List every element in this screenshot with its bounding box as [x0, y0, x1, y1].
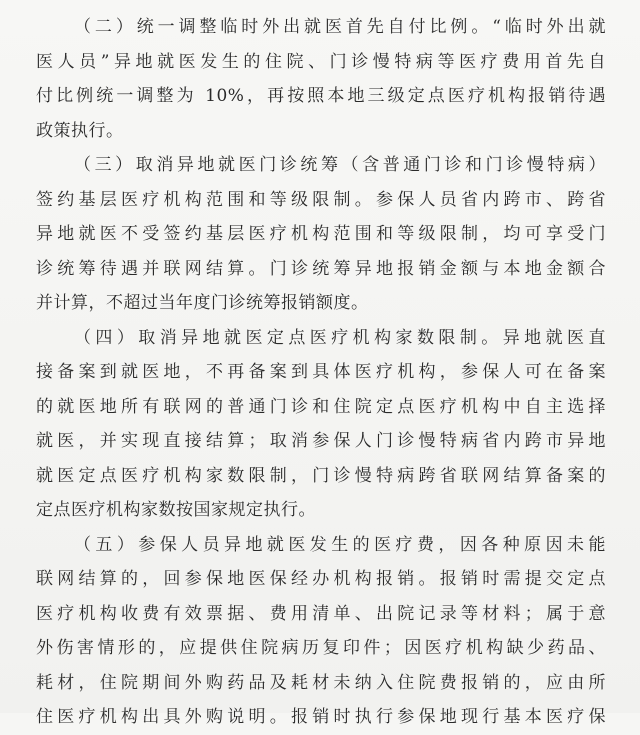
text-line: （五）参保人员异地就医发生的医疗费，因各种原因未能	[74, 534, 606, 555]
text-line: 异地就医不受签约基层医疗机构范围和等级限制，均可享受门	[36, 224, 606, 244]
text-line: 联网结算的，回参保地医保经办机构报销。报销时需提交定点	[36, 569, 606, 589]
text-line: 就医定点医疗机构家数限制，门诊慢特病跨省联网结算备案的	[36, 465, 606, 486]
text-line: （三）取消异地就医门诊统筹（含普通门诊和门诊慢特病）	[74, 155, 606, 175]
text-line: 并计算，不超过当年度门诊统筹报销额度。	[36, 293, 369, 313]
text-line: 的就医地所有联网的普通门诊和住院定点医疗机构中自主选择	[36, 396, 606, 417]
text-line: 定点医疗机构家数按国家规定执行。	[36, 500, 316, 520]
text-line: （四）取消异地就医定点医疗机构家数限制。异地就医直	[74, 327, 606, 348]
text-line: 住医疗机构出具外购说明。报销时执行参保地现行基本医疗保	[36, 707, 606, 727]
text-line: 政策执行。	[36, 120, 124, 141]
text-line: 就医，并实现直接结算；取消参保人门诊慢特病省内跨市异地	[36, 431, 606, 451]
text-line: 医疗机构收费有效票据、费用清单、出院记录等材料；属于意	[36, 603, 606, 624]
text-line: 诊统筹待遇并联网结算。门诊统筹异地报销金额与本地金额合	[36, 258, 606, 279]
text-line: 外伤害情形的，应提供住院病历复印件；因医疗机构缺少药品、	[36, 638, 606, 658]
text-line: 耗材，住院期间外购药品及耗材未纳入住院费报销的，应由所	[36, 672, 606, 693]
text-line: （二）统一调整临时外出就医首先自付比例。“临时外出就	[74, 17, 606, 37]
text-line: 付比例统一调整为 10%，再按照本地三级定点医疗机构报销待遇	[36, 86, 606, 106]
text-line: 医人员”异地就医发生的住院、门诊慢特病等医疗费用首先自	[36, 51, 606, 72]
text-line: 签约基层医疗机构范围和等级限制。参保人员省内跨市、跨省	[36, 189, 606, 210]
text-line: 接备案到就医地，不再备案到具体医疗机构，参保人可在备案	[36, 362, 606, 382]
